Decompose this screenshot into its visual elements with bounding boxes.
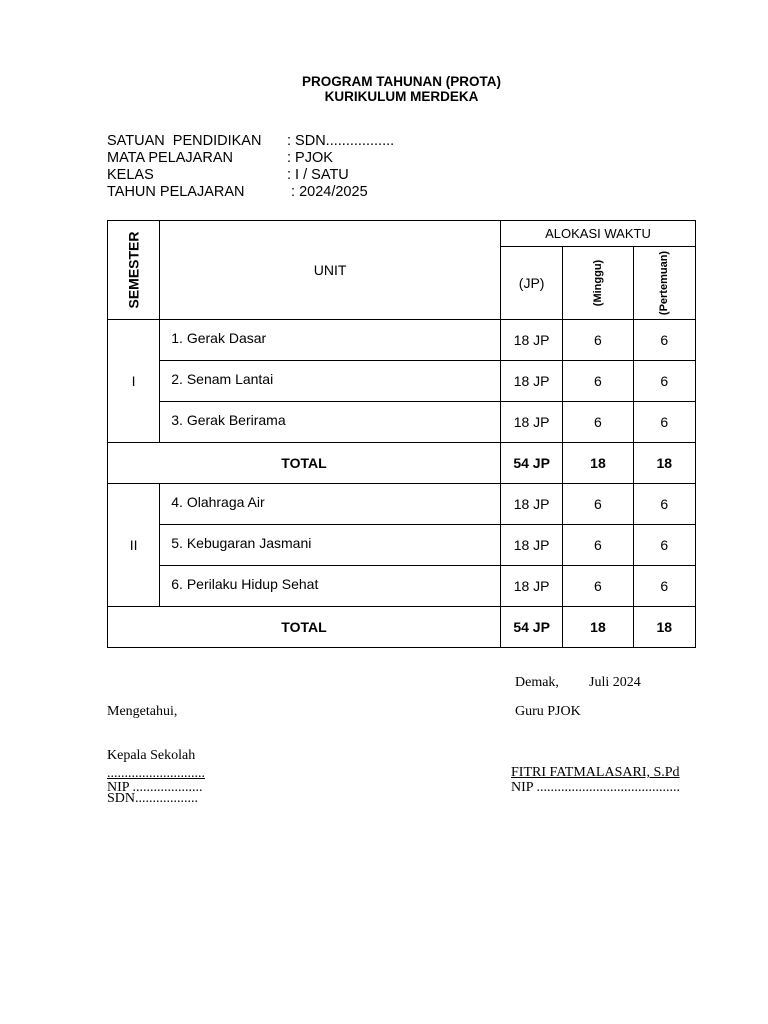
school-name: SDN.................. (107, 791, 199, 806)
minggu-cell: 6 (563, 525, 633, 566)
minggu-cell: 6 (563, 484, 633, 525)
info-row (107, 133, 394, 150)
minggu-cell: 6 (563, 361, 633, 402)
place-label: Demak, (515, 675, 559, 690)
info-value: : 2024/2025 (287, 184, 368, 200)
total-jp: 54 JP (500, 443, 562, 484)
principal-block (107, 676, 198, 821)
minggu-header-label: (Minggu) (591, 259, 604, 307)
unit-cell (160, 320, 501, 361)
table-row (108, 402, 696, 443)
info-label: SATUAN PENDIDIKAN (107, 133, 262, 149)
pertemuan-header-label: (Pertemuan) (658, 250, 671, 316)
total-minggu: 18 (563, 607, 633, 648)
jp-cell: 18 JP (500, 484, 562, 525)
pertemuan-cell: 6 (633, 525, 695, 566)
unit-name: 1. Gerak Dasar (171, 330, 267, 346)
info-row (107, 150, 394, 167)
pertemuan-cell: 6 (633, 484, 695, 525)
principal-title: Kepala Sekolah (107, 747, 196, 763)
unit-cell (160, 361, 501, 402)
acknowledged-label: Mengetahui, (107, 704, 178, 719)
info-label: TAHUN PELAJARAN (107, 184, 245, 200)
pertemuan-cell: 6 (633, 320, 695, 361)
pertemuan-cell: 6 (633, 402, 695, 443)
semester-cell: II (108, 484, 160, 607)
identity-block (107, 133, 394, 201)
info-value: : SDN................. (287, 133, 395, 149)
semester-header-label: SEMESTER (125, 231, 142, 309)
pertemuan-header (633, 247, 695, 320)
unit-cell (160, 566, 501, 607)
teacher-role: Guru PJOK (515, 704, 581, 719)
total-pertemuan: 18 (633, 443, 695, 484)
total-row (108, 443, 696, 484)
document-title: PROGRAM TAHUNAN (PROTA) (302, 74, 501, 89)
principal-nip: NIP .................... (107, 780, 203, 795)
unit-name: 2. Senam Lantai (171, 371, 274, 387)
jp-cell: 18 JP (500, 566, 562, 607)
principal-name: ............................ (107, 766, 205, 781)
total-pertemuan: 18 (633, 607, 695, 648)
unit-cell (160, 402, 501, 443)
pertemuan-cell: 6 (633, 361, 695, 402)
pertemuan-cell: 6 (633, 566, 695, 607)
table-row (108, 320, 696, 361)
jp-cell: 18 JP (500, 402, 562, 443)
minggu-cell: 6 (563, 402, 633, 443)
info-label: KELAS (107, 167, 154, 183)
semester-header (108, 221, 160, 320)
total-label: TOTAL (108, 443, 501, 484)
info-label: MATA PELAJARAN (107, 150, 233, 166)
jp-cell: 18 JP (500, 525, 562, 566)
date-label: Juli 2024 (589, 675, 641, 690)
unit-cell (160, 484, 501, 525)
unit-name: 6. Perilaku Hidup Sehat (171, 576, 319, 592)
total-jp: 54 JP (500, 607, 562, 648)
table-row (108, 484, 696, 525)
table-row (108, 566, 696, 607)
info-value: : PJOK (287, 150, 333, 166)
unit-name: 5. Kebugaran Jasmani (171, 535, 312, 551)
minggu-cell: 6 (563, 320, 633, 361)
semester-cell: I (108, 320, 160, 443)
teacher-name: FITRI FATMALASARI, S.Pd (511, 765, 680, 780)
info-row (107, 184, 394, 201)
jp-cell: 18 JP (500, 361, 562, 402)
alokasi-waktu-header: ALOKASI WAKTU (500, 221, 695, 247)
table-row (108, 525, 696, 566)
minggu-header (563, 247, 633, 320)
jp-cell: 18 JP (500, 320, 562, 361)
unit-name: 4. Olahraga Air (171, 494, 265, 510)
unit-cell (160, 525, 501, 566)
table-row (108, 361, 696, 402)
jp-header: (JP) (500, 247, 562, 320)
info-row (107, 167, 394, 184)
unit-header: UNIT (160, 221, 501, 320)
info-value: : I / SATU (287, 167, 349, 183)
total-label: TOTAL (108, 607, 501, 648)
total-row (108, 607, 696, 648)
prota-table (107, 220, 696, 648)
total-minggu: 18 (563, 443, 633, 484)
minggu-cell: 6 (563, 566, 633, 607)
document-subtitle: KURIKULUM MERDEKA (324, 89, 479, 104)
unit-name: 3. Gerak Berirama (171, 412, 286, 428)
teacher-nip: NIP ......................................... (511, 780, 681, 795)
